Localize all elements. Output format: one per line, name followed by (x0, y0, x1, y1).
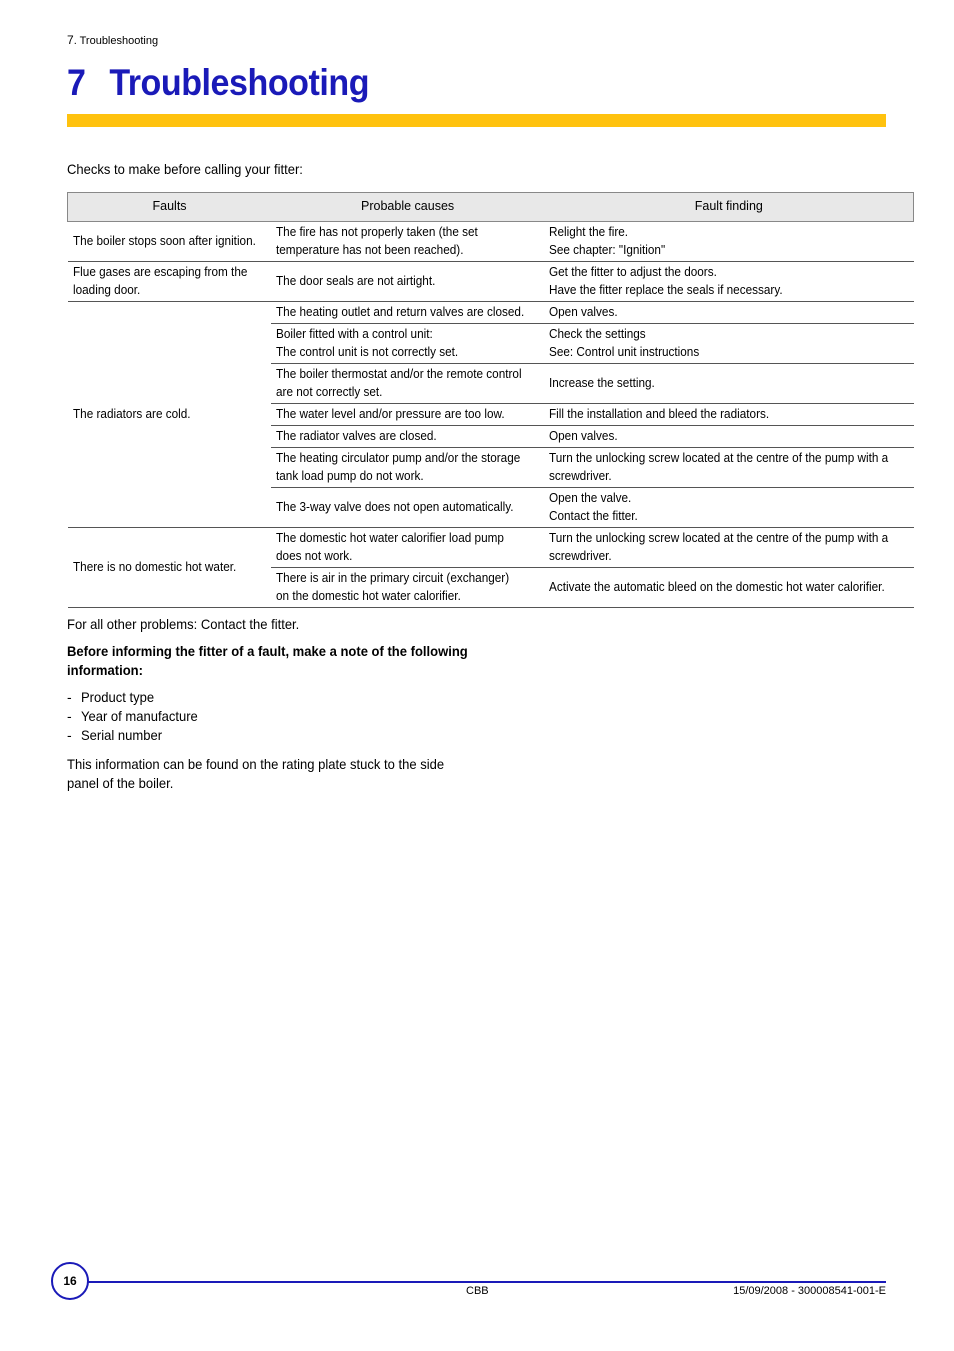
list-item: - Product type (67, 689, 155, 705)
fault-finding-cell: Fill the installation and bleed the radiators. (544, 404, 914, 426)
footer-rule (80, 1281, 886, 1283)
column-header-faults: Faults (68, 193, 272, 222)
fault-finding-cell: Get the fitter to adjust the doors. Have the fitter replace the seals if necessary. (544, 262, 914, 302)
after-table-section (67, 615, 487, 793)
fault-finding-cell: Increase the setting. (544, 364, 914, 404)
probable-cause-cell: The water level and/or pressure are too low. (271, 404, 544, 426)
probable-cause-cell: The 3-way valve does not open automatically. (271, 488, 544, 528)
footer-product: CBB (466, 1285, 489, 1297)
probable-cause-cell: The heating circulator pump and/or the storage tank load pump do not work. (271, 448, 544, 488)
table-row (68, 302, 914, 324)
fault-finding-cell: Open valves. (544, 426, 914, 448)
fault-finding-cell: Activate the automatic bleed on the domestic hot water calorifier. (544, 568, 914, 608)
fault-finding-cell: Turn the unlocking screw located at the centre of the pump with a screwdriver. (544, 448, 914, 488)
fault-finding-cell: Open valves. (544, 302, 914, 324)
probable-cause-cell: The door seals are not airtight. (271, 262, 544, 302)
probable-cause-cell: Boiler fitted with a control unit: The control unit is not correctly set. (271, 324, 544, 364)
fault-cell: The boiler stops soon after ignition. (68, 222, 272, 262)
intro-text: Checks to make before calling your fitter: (67, 161, 303, 177)
title-underline-bar (67, 114, 886, 127)
fault-cell: There is no domestic hot water. (68, 528, 272, 608)
table-row (68, 262, 914, 302)
fault-finding-cell: Turn the unlocking screw located at the centre of the pump with a screwdriver. (544, 528, 914, 568)
chapter-title (67, 62, 369, 104)
running-header-title: Troubleshooting (79, 35, 159, 47)
footer-doc-ref: 15/09/2008 - 300008541-001-E (733, 1285, 886, 1297)
table-row (68, 222, 914, 262)
page-number-badge: 16 (51, 1262, 89, 1300)
closing-text: This information can be found on the rating plate stuck to the side panel of the boiler. (67, 756, 445, 791)
chapter-title-text: Troubleshooting (109, 62, 370, 103)
running-header: 7. Troubleshooting (67, 33, 159, 47)
chapter-number: 7 (67, 62, 86, 103)
list-item: - Serial number (67, 727, 163, 743)
probable-cause-cell: The boiler thermostat and/or the remote control are not correctly set. (271, 364, 544, 404)
table-body (68, 222, 914, 608)
probable-cause-cell: The heating outlet and return valves are closed. (271, 302, 544, 324)
other-problems-text: For all other problems: Contact the fitter. (67, 616, 300, 632)
fault-finding-cell: Check the settings See: Control unit instructions (544, 324, 914, 364)
probable-cause-cell: The domestic hot water calorifier load pump does not work. (271, 528, 544, 568)
note-heading: Before informing the fitter of a fault, make a note of the following information: (67, 643, 468, 678)
probable-cause-cell: The radiator valves are closed. (271, 426, 544, 448)
fault-cell: Flue gases are escaping from the loading door. (68, 262, 272, 302)
info-list (67, 688, 487, 745)
fault-finding-cell: Open the valve. Contact the fitter. (544, 488, 914, 528)
troubleshooting-table (67, 192, 914, 608)
column-header-fault-finding: Fault finding (544, 193, 914, 222)
table-header-row (68, 193, 914, 222)
table-row (68, 528, 914, 568)
probable-cause-cell: There is air in the primary circuit (exchanger) on the domestic hot water calorifier. (271, 568, 544, 608)
probable-cause-cell: The fire has not properly taken (the set temperature has not been reached). (271, 222, 544, 262)
fault-finding-cell: Relight the fire. See chapter: "Ignition" (544, 222, 914, 262)
fault-cell: The radiators are cold. (68, 302, 272, 528)
running-header-number: 7 (67, 33, 74, 47)
column-header-probable-causes: Probable causes (271, 193, 544, 222)
list-item: - Year of manufacture (67, 708, 198, 724)
